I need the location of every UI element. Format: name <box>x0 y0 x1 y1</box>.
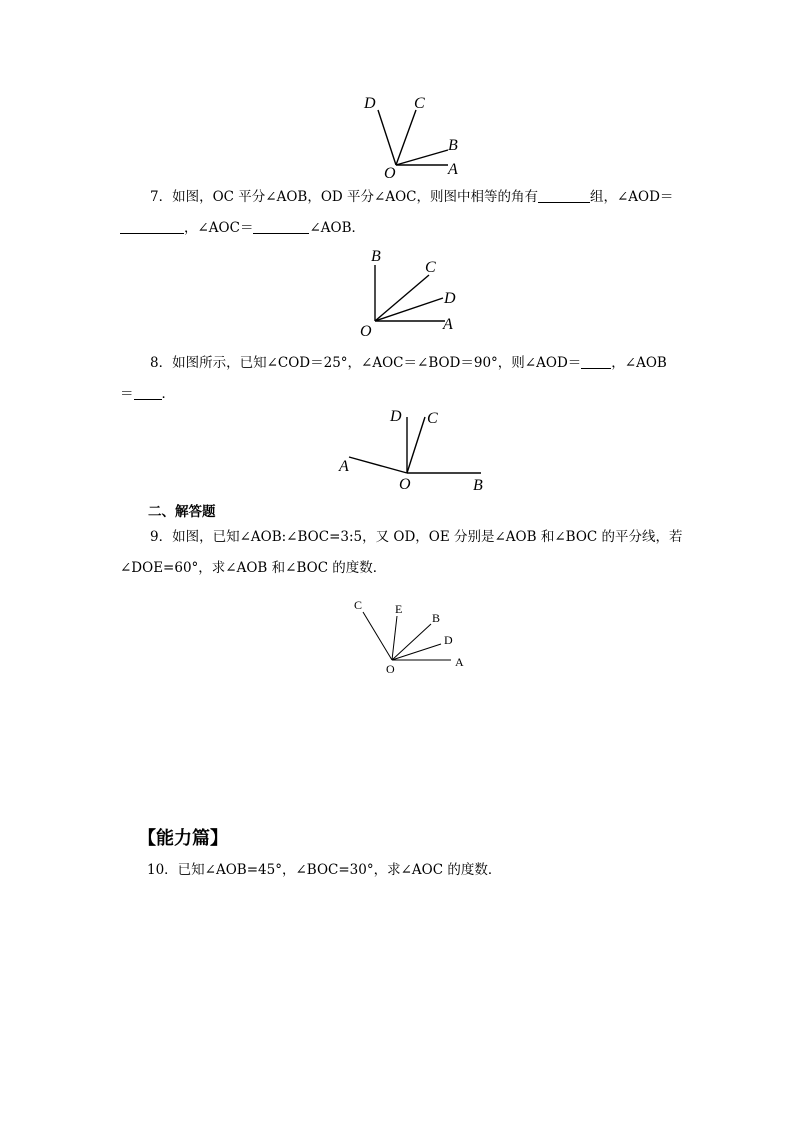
section-2-title: 二、解答题 <box>148 504 216 520</box>
ability-section-title: 【能力篇】 <box>138 828 228 849</box>
label-b: B <box>448 137 458 154</box>
question-7-line1 <box>150 189 673 205</box>
ray-oc <box>396 110 416 165</box>
ray-od <box>392 644 441 660</box>
label-d: D <box>364 95 376 112</box>
figure-q7 <box>355 243 470 338</box>
q7-blank-groups[interactable] <box>538 189 590 203</box>
question-9-line2: ∠DOE=60°，求∠AOB 和∠BOC 的度数． <box>120 560 387 576</box>
figure-q8 <box>335 403 495 495</box>
ray-oa <box>349 457 407 473</box>
q7-text-2: 组，∠AOD＝ <box>589 189 674 205</box>
question-9-line1: 9．如图，已知∠AOB:∠BOC=3:5，又 OD，OE 分别是∠AOB 和∠BOC 的平分线，若 <box>150 529 683 545</box>
label-o: O <box>360 323 372 338</box>
label-o: O <box>386 662 395 676</box>
label-d: D <box>390 408 402 425</box>
q7-blank-aoc[interactable] <box>253 220 309 234</box>
question-8-line2 <box>120 386 175 402</box>
label-a: A <box>443 316 453 333</box>
question-7-line2 <box>120 220 365 236</box>
ray-oe <box>392 616 397 660</box>
label-c: C <box>425 259 436 276</box>
label-a: A <box>448 161 458 178</box>
q7-text-3: ，∠AOC＝ <box>184 220 254 236</box>
question-8-line1 <box>150 355 667 371</box>
question-10: 10．已知∠AOB=45°，∠BOC=30°，求∠AOC 的度数． <box>147 862 502 878</box>
label-a: A <box>455 655 464 669</box>
label-b: B <box>432 611 441 625</box>
label-a: A <box>339 458 349 475</box>
label-c: C <box>354 598 363 612</box>
ray-ob <box>396 150 448 165</box>
q7-blank-aod[interactable] <box>120 220 184 234</box>
figure-q9 <box>345 590 475 685</box>
label-b: B <box>473 477 483 494</box>
label-b: B <box>371 248 381 265</box>
label-c: C <box>414 95 425 112</box>
q8-text-3: ＝ <box>120 386 134 402</box>
ray-oc <box>363 612 392 660</box>
label-d: D <box>444 633 453 647</box>
q8-text-4: ． <box>161 386 175 402</box>
q7-text-1: 7．如图，OC 平分∠AOB，OD 平分∠AOC，则图中相等的角有 <box>150 189 538 205</box>
label-o: O <box>399 476 411 493</box>
label-d: D <box>444 290 456 307</box>
ray-od <box>375 298 443 321</box>
figure-q6 <box>360 90 470 185</box>
q7-text-4: ∠AOB． <box>309 220 366 236</box>
q8-text-1: 8．如图所示，已知∠COD＝25°，∠AOC＝∠BOD＝90°，则∠AOD＝ <box>150 355 582 371</box>
ray-ob <box>392 624 431 660</box>
label-e: E <box>395 602 403 616</box>
ray-oc <box>375 275 429 321</box>
q8-blank-aob[interactable] <box>134 386 162 400</box>
q8-text-2: ，∠AOB <box>611 355 667 371</box>
label-o: O <box>384 165 396 182</box>
label-c: C <box>427 410 438 427</box>
ray-oc <box>407 417 425 473</box>
q8-blank-aod[interactable] <box>581 355 611 369</box>
ray-od <box>378 110 396 165</box>
